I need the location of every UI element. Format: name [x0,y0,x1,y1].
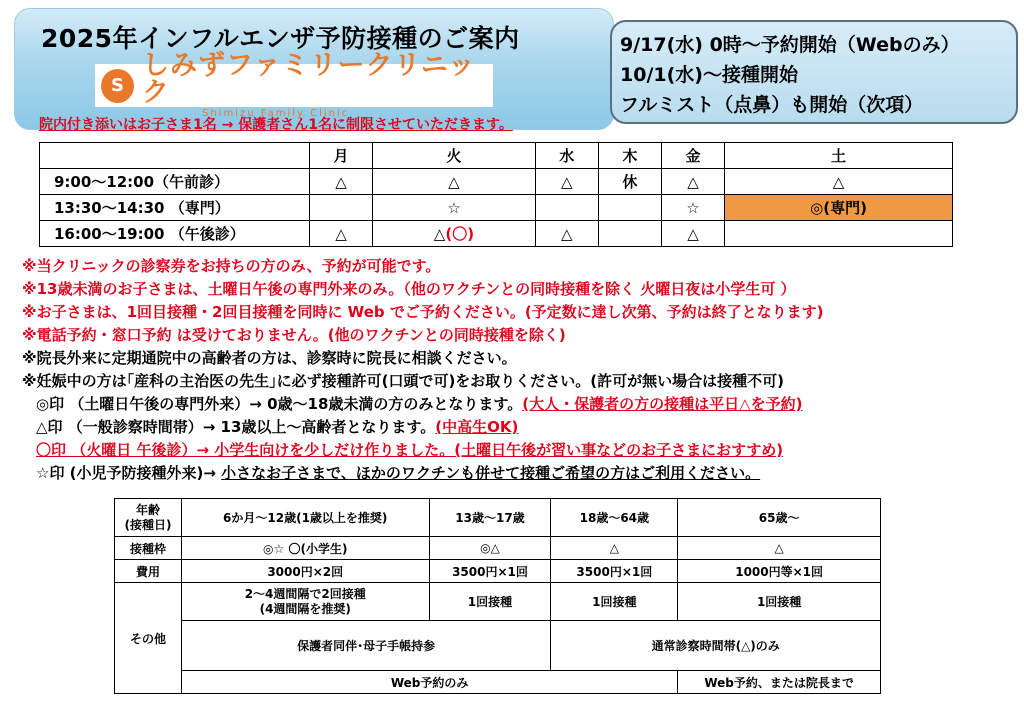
fee-table [114,498,881,694]
legend-double-circle [22,393,1012,416]
legend-star-note: 小さなお子さまで、ほかのワクチンも併せて接種ご希望の方はご利用ください。 [221,464,761,482]
booking-method-web-or-director: Web予約、または院長まで [678,671,881,694]
cost-cell: 3500円×1回 [551,560,678,583]
schedule-cell: △ [535,221,598,247]
schedule-cell: ☆ [373,195,536,221]
note-no-phone: ※電話予約・窓口予約 は受けておりません。(他のワクチンとの同時接種を除く) [22,326,566,344]
day-header: 木 [598,143,661,169]
fee-row-cost [115,560,881,583]
dose-cell: 1回接種 [678,583,881,621]
schedule-announcement [610,20,1018,124]
elementary-slot-mark: (〇) [445,225,475,243]
schedule-cell: △ [373,169,536,195]
schedule-cell-symbol: △ [433,225,446,243]
clinic-name-jp: しみずファミリークリニック [141,50,476,108]
fee-row-requirements [115,621,881,671]
legend-star [22,462,1012,485]
cost-cell: 3000円×2回 [181,560,429,583]
schedule-cell [598,221,661,247]
age-cell: 18歳～64歳 [551,499,678,537]
age-row-label: 年齢 (接種日) [115,499,182,537]
note-web-booking: ※お子さまは、1回目接種・2回目接種を同時に Web でご予約ください。(予定数に達し次第、予約は終了となります) [22,303,824,321]
schedule-cell: △ [661,221,724,247]
legend-double-circle-note: (大人・保護者の方の接種は平日△を予約) [522,395,803,413]
age-cell: 65歳～ [678,499,881,537]
legend-double-circle-text: ◎印 （土曜日午後の専門外来）→ 0歳～18歳未満の方のみとなります。 [36,395,523,413]
clinic-name-en: Shimizu Family Clinic [201,108,350,119]
schedule-cell: △ [725,169,953,195]
schedule-row-afternoon [40,221,953,247]
slot-cell: △ [678,537,881,560]
legend-star-text: ☆印 (小児予防接種外来)→ [36,464,222,482]
schedule-cell [598,195,661,221]
fee-row-doses [115,583,881,621]
schedule-cell: △ [310,221,373,247]
slot-cell: △ [551,537,678,560]
guardian-requirement: 保護者同伴･母子手帳持参 [181,621,550,671]
booking-start-line: 9/17(水) 0時～予約開始（Webのみ） [620,34,960,56]
schedule-cell: △ [661,169,724,195]
dose-cell: 1回接種 [429,583,551,621]
schedule-cell: ☆ [661,195,724,221]
schedule-cell [725,221,953,247]
day-header: 金 [661,143,724,169]
slot-row-label: 接種枠 [115,537,182,560]
companion-notice: 院内付き添いはお子さま1名 → 保護者さん1名に制限させていただきます。 [39,117,513,133]
clinic-logo-icon: S [101,69,134,103]
slot-cell: ◎△ [429,537,551,560]
time-slot-label: 16:00～19:00 （午後診） [40,221,310,247]
dose-cell: 1回接種 [551,583,678,621]
booking-method-web: Web予約のみ [181,671,677,694]
fee-row-age [115,499,881,537]
note-patient-card: ※当クリニックの診察券をお持ちの方のみ、予約が可能です。 [22,257,441,275]
schedule-table [39,142,953,247]
time-slot-requirement: 通常診察時間帯(△)のみ [551,621,881,671]
cost-cell: 3500円×1回 [429,560,551,583]
fee-row-slot [115,537,881,560]
note-elderly: ※院長外来に定期通院中の高齢者の方は、診察時に院長に相談ください。 [22,349,517,367]
notes-section [22,255,1012,485]
legend-triangle [22,416,1012,439]
schedule-header-row [40,143,953,169]
other-row-label: その他 [115,583,182,694]
day-header: 火 [373,143,536,169]
age-cell: 13歳～17歳 [429,499,551,537]
day-header: 月 [310,143,373,169]
vaccination-start-line: 10/1(水)～接種開始 [620,64,798,86]
cost-row-label: 費用 [115,560,182,583]
day-header: 水 [535,143,598,169]
cost-cell: 1000円等×1回 [678,560,881,583]
flumist-line: フルミスト（点鼻）も開始（次項） [620,94,924,116]
note-under-13: ※13歳未満のお子さまは、土曜日午後の専門外来のみ。（他のワクチンとの同時接種を除く 火曜日夜は小学生可 ） [22,280,796,298]
saturday-specialist-cell: ◎(専門) [725,195,953,221]
schedule-cell: 休 [598,169,661,195]
legend-triangle-note: (中高生OK) [435,418,519,436]
schedule-cell: △ [310,169,373,195]
schedule-cell [310,195,373,221]
legend-circle: 〇印 （火曜日 午後診）→ 小学生向けを少しだけ作りました。(土曜日午後が習い事などのお子さまにおすすめ) [36,441,784,459]
fee-row-booking [115,671,881,694]
schedule-cell [535,195,598,221]
page-title: 2025年インフルエンザ予防接種のご案内 [41,24,520,53]
legend-triangle-text: △印 （一般診察時間帯）→ 13歳以上～高齢者となります。 [36,418,436,436]
day-header: 土 [725,143,953,169]
header-banner [14,8,614,133]
schedule-cell: △ [535,169,598,195]
time-slot-label: 13:30～14:30 （専門） [40,195,310,221]
dose-cell: 2～4週間隔で2回接種 (4週間隔を推奨) [181,583,429,621]
schedule-corner-cell [40,143,310,169]
clinic-logo [95,50,493,119]
schedule-row-morning [40,169,953,195]
schedule-cell-tuesday-evening [373,221,536,247]
schedule-row-specialist [40,195,953,221]
note-pregnancy: ※妊娠中の方は｢産科の主治医の先生｣に必ず接種許可(口頭で可)をお取りください。(許可が無い場合は接種不可) [22,372,785,390]
time-slot-label: 9:00～12:00（午前診） [40,169,310,195]
slot-cell: ◎☆ 〇(小学生) [181,537,429,560]
age-cell: 6か月～12歳(1歳以上を推奨) [181,499,429,537]
